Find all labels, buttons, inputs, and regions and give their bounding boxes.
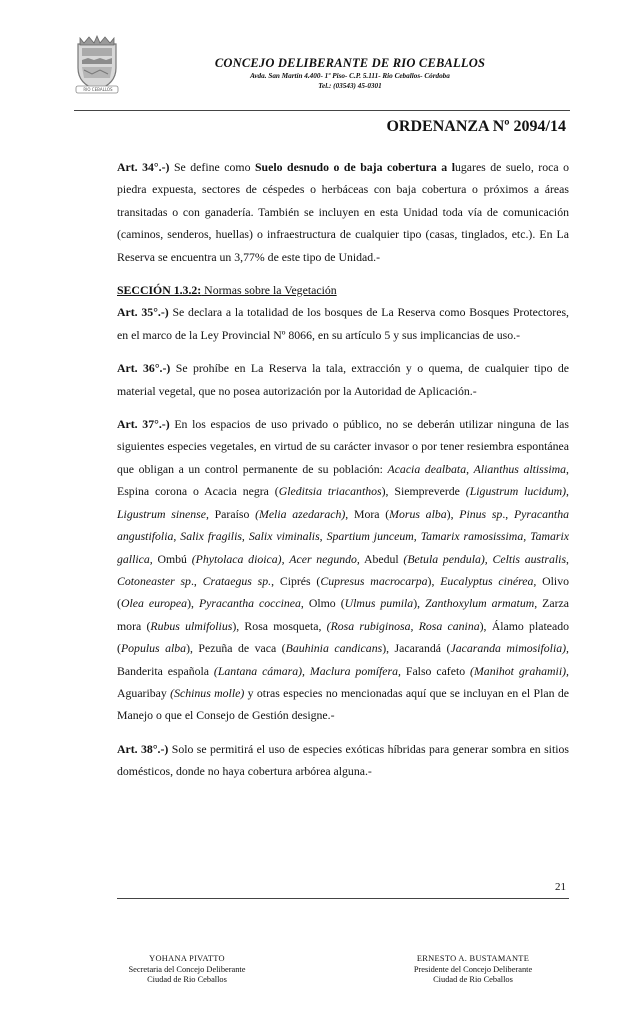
signatory-role: Secretaria del Concejo Deliberante	[128, 964, 246, 974]
council-phone: Tel.: (03543) 45-0301	[318, 82, 382, 90]
species-name: Tamarix ramosissima,	[420, 529, 527, 544]
article-text: En los espacios de uso privado o público, no se deberán utilizar ninguna de las siguientes especies vegetales, en virtud de su carácter invasor o por tener resiembra espontánea que obligan a un control permanente de su población:	[117, 417, 569, 476]
article-text: Ombú	[152, 551, 192, 566]
species-name: Gleditsia triacanthos	[278, 484, 382, 499]
article-text: ), Pezuña de vaca (	[186, 641, 286, 656]
species-name: Jacaranda mimosifolia),	[450, 641, 569, 656]
article-text: , Zarza mora (	[117, 596, 570, 633]
species-name: (Manihot grahamii),	[470, 663, 569, 678]
species-name: (Ligustrum lucidum)	[465, 484, 567, 499]
species-name: Acer negundo,	[289, 551, 360, 566]
species-name: Rubus ulmifolius	[150, 618, 233, 633]
species-name: Bauhinia candicans	[285, 641, 383, 656]
council-address: Avda. San Martín 4.400- 1º Piso- C.P. 5.111- Rio Ceballos- Córdoba	[250, 72, 450, 80]
article-34	[117, 156, 569, 268]
species-name: Eucalyptus cinérea,	[440, 573, 537, 588]
article-text: ),	[427, 573, 441, 588]
article-text: Abedul	[359, 551, 404, 566]
document-body	[117, 156, 569, 794]
seal-lettering: RIO CEBALLOS	[83, 87, 113, 92]
species-name: Alianthus altissima	[473, 461, 567, 476]
article-text: .,	[502, 506, 514, 521]
article-text: , Olmo (	[300, 596, 345, 611]
signatory-place: Ciudad de Rio Ceballos	[147, 975, 227, 984]
signatory-name: YOHANA PIVATTO	[149, 954, 225, 963]
article-38	[117, 738, 569, 783]
article-text: , Mora (	[345, 506, 390, 521]
article-text: Olivo (	[117, 573, 569, 611]
species-name: Celtis australis	[492, 551, 567, 566]
article-text: Falso cafeto	[400, 663, 471, 678]
signature-block-president	[378, 954, 568, 986]
signatory-name: ERNESTO A. BUSTAMANTE	[416, 954, 530, 963]
article-35	[117, 301, 569, 346]
article-text: ), Álamo plateado (	[117, 618, 570, 656]
article-text: ,	[173, 529, 181, 544]
species-name: Cotoneaster sp	[117, 573, 191, 588]
species-name: (Betula pendula),	[403, 551, 488, 566]
article-text: Paraíso	[208, 506, 256, 521]
article-text: Banderita española	[117, 663, 214, 678]
species-name: Salix fragilis,	[180, 529, 245, 544]
article-text: ), Siempreverde	[381, 484, 466, 499]
municipal-seal	[72, 34, 122, 96]
section-heading	[117, 279, 569, 301]
article-text: ,	[466, 461, 474, 476]
letterhead	[150, 56, 550, 91]
signature-block-secretary	[92, 954, 282, 986]
species-name: Crataegus sp.	[202, 573, 272, 588]
article-text: Se declara a la totalidad de los bosques de La Reserva como Bosques Protectores, en el marco de la Ley Provincial Nº 8066, en su artículo 5 y sus implicancias de uso.-	[117, 305, 569, 342]
article-label: Art. 37°.-)	[117, 417, 170, 432]
article-text: ),	[446, 506, 460, 521]
article-text: Se prohíbe en La Reserva la tala, extracción y o quema, de cualquier tipo de material vegetal, que no posea autorización por la Autoridad de Aplicación.-	[117, 361, 569, 398]
defined-term: Suelo desnudo o de baja cobertura a l	[254, 160, 455, 174]
article-text: y otras especies no mencionadas aquí que se incluyan en el Plan de Manejo o que el Consejo de Gestión designe.-	[117, 685, 569, 723]
species-name: (Melia azedarach)	[255, 506, 346, 521]
footer-divider	[117, 898, 569, 899]
species-name: Tamarix gallica,	[117, 529, 570, 566]
page-number: 21	[555, 881, 566, 893]
species-name: Olea europea	[120, 596, 188, 611]
article-36	[117, 357, 569, 402]
species-name: (Phytolaca dioica),	[191, 551, 285, 566]
article-label: Art. 36°.-)	[117, 361, 171, 376]
article-text: .,	[190, 573, 203, 588]
species-name: Pyracantha angustifolia	[117, 506, 569, 544]
article-label: Art. 34°.-)	[117, 160, 170, 174]
species-name: Pyracantha coccinea	[198, 596, 301, 611]
article-text: , Ciprés (	[271, 573, 321, 588]
species-name: Salix viminalis	[248, 529, 320, 544]
article-text: ),	[187, 596, 199, 611]
article-text: Se define como	[169, 160, 255, 174]
article-label: Art. 38°.-)	[117, 741, 169, 756]
species-name: Populus alba	[120, 641, 187, 656]
article-text: ,	[319, 529, 327, 544]
species-name: Pinus sp	[459, 506, 503, 521]
species-name: Acacia dealbata	[387, 461, 467, 476]
council-name: CONCEJO DELIBERANTE DE RIO CEBALLOS	[214, 56, 486, 70]
section-title: Normas sobre la Vegetación	[201, 283, 337, 298]
species-name: (Lantana cámara),	[213, 663, 305, 678]
article-text: ), Rosa mosqueta,	[232, 618, 327, 633]
ordinance-title: ORDENANZA Nº 2094/14	[386, 118, 566, 135]
signatory-place: Ciudad de Rio Ceballos	[433, 975, 513, 984]
article-text: Aguaribay	[117, 685, 171, 700]
species-name: Ulmus pumila	[344, 596, 414, 611]
article-label: Art. 35°.-)	[117, 305, 169, 320]
article-text: ), Jacarandá (	[382, 641, 451, 656]
species-name: (Rosa rubiginosa, Rosa canina	[326, 618, 480, 633]
header-divider	[74, 110, 570, 111]
species-name: Spartium junceum,	[326, 529, 417, 544]
species-name: (Schinus molle)	[170, 685, 245, 700]
article-text: , Espina corona o Acacia negra (	[117, 461, 569, 499]
species-name: Morus alba	[389, 506, 447, 521]
article-37	[117, 413, 569, 727]
species-name: Cupresus macrocarpa	[320, 573, 428, 588]
signatory-role: Presidente del Concejo Deliberante	[413, 964, 533, 974]
article-text: ,	[566, 551, 569, 566]
article-text: Solo se permitirá el uso de especies exóticas híbridas para generar sombra en sitios domésticos, donde no haya cobertura arbórea alguna.-	[117, 741, 570, 779]
section-label: SECCIÓN 1.3.2:	[117, 283, 202, 298]
species-name: Zanthoxylum armatum	[425, 596, 535, 611]
species-name: Ligustrum sinense,	[117, 506, 209, 521]
article-text: ugares de suelo, roca o piedra expuesta, sectores de céspedes o herbáceas con baja cobertura o próximos a áreas transitadas o con ganadería. También se incluyen en esta Unidad toda vía de comunicación (caminos, senderos, huellas) o infraestructura de cualquier tipo (casas, tinglados, etc.). En La Reserva se encuentra un 3,77% de este tipo de Unidad.-	[117, 160, 569, 264]
article-text: ,	[566, 484, 569, 499]
species-name: Maclura pomífera,	[309, 663, 401, 678]
article-text: ),	[413, 596, 426, 611]
